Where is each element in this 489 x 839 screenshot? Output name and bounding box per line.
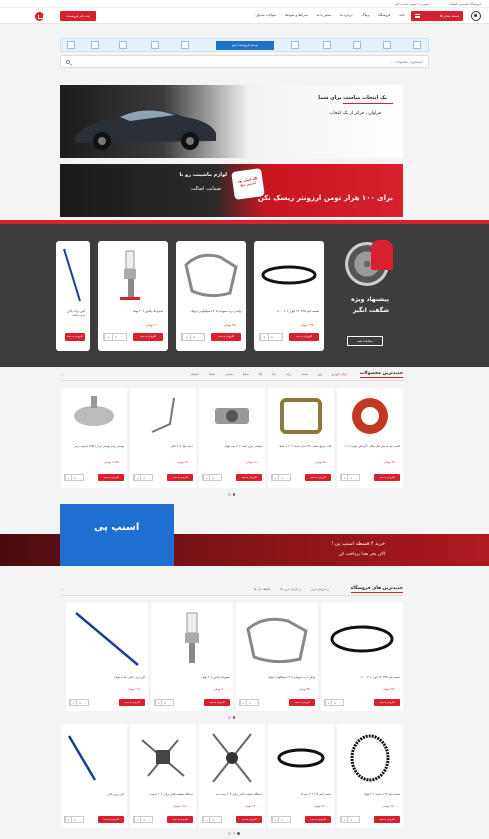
timing-belt-image: [258, 247, 320, 303]
tab-pride[interactable]: پراید: [285, 372, 292, 376]
brake-caliper-image: [371, 240, 393, 270]
qty-value[interactable]: 1: [190, 334, 198, 340]
add-to-cart-button[interactable]: افزودن به سبد: [289, 699, 315, 706]
part-icon: [291, 41, 299, 49]
qty-minus[interactable]: -: [79, 818, 81, 822]
product-name[interactable]: واشر درب سوپاپ ۴۰۵ (سیلیکونی) توتک: [190, 309, 241, 313]
add-to-cart-button[interactable]: افزودن به سبد: [98, 816, 124, 823]
qty-value[interactable]: 1: [161, 700, 167, 705]
qty-minus[interactable]: -: [254, 701, 256, 705]
add-to-cart-button[interactable]: افزودن به سبد: [167, 474, 193, 481]
qty-value[interactable]: 1: [347, 817, 353, 822]
product-price: ۱۲۸,۰۰۰ تومان: [127, 687, 145, 691]
quantity-stepper[interactable]: [69, 699, 89, 706]
originality-badge: اگه اصل بود اسپی بیچ: [231, 168, 265, 200]
add-to-cart-button[interactable]: افزودن به سبد: [305, 816, 331, 823]
product-name[interactable]: تسمه تایم ۱۴۰۲۳۵ اتو ژ ۲۰۶ ۱۱۰۰: [276, 309, 319, 313]
add-to-cart-button[interactable]: افزودن به سبد: [119, 699, 145, 706]
wiper-blade-image: [65, 730, 123, 786]
tab-samand[interactable]: سمند: [301, 372, 309, 376]
qty-value[interactable]: 1: [268, 334, 276, 340]
tab-saina[interactable]: ساینا: [208, 372, 216, 376]
product-price: ۲۹۷,۰۰۰ تومان: [382, 687, 400, 691]
quantity-stepper[interactable]: [133, 474, 153, 481]
originality-line2: ضمانت اصالت: [190, 186, 221, 192]
qty-plus[interactable]: +: [104, 334, 112, 340]
quantity-stepper[interactable]: [271, 474, 291, 481]
brake-booster-image: [65, 394, 123, 438]
qty-minus[interactable]: -: [169, 701, 171, 705]
carousel-dots[interactable]: [228, 716, 235, 719]
qty-minus[interactable]: -: [148, 476, 150, 480]
qty-plus[interactable]: +: [240, 700, 246, 705]
add-to-cart-button[interactable]: افزودن به سبد: [236, 816, 262, 823]
search-bar: [60, 55, 429, 68]
qty-value[interactable]: 1: [140, 817, 146, 822]
product-price: ۲۷۰,۰۰۰ تومان: [382, 804, 400, 808]
menu-item-blog[interactable]: وبلاگ: [361, 13, 369, 17]
add-to-cart-button[interactable]: افزودن به سبد: [211, 333, 241, 341]
valve-cover-gasket-image: [180, 247, 242, 303]
qty-plus[interactable]: +: [272, 475, 278, 480]
product-price: ۹۰,۰۰۰ تومان: [214, 687, 230, 691]
product-name[interactable]: تسمه تایم ۱۳۷ دندانه ۲۰۶ توتک: [363, 792, 400, 796]
top-strip-left-text: فروشگاه تخصصی قطعات: [448, 2, 481, 6]
qty-value[interactable]: 1: [140, 475, 146, 480]
product-card[interactable]: [56, 241, 90, 351]
quantity-stepper[interactable]: [340, 816, 360, 823]
quantity-stepper[interactable]: [133, 816, 153, 823]
product-name[interactable]: دستگاه شیشه بالابر برقی ۲۰۶ چپ دنده: [215, 792, 262, 796]
timing-belt-image: [341, 730, 399, 786]
product-name[interactable]: آنتن برف پاکن: [107, 792, 124, 796]
snapp-pay-line1: خرید ۴ قسطه اسنپ پی !: [331, 541, 385, 547]
offer-title: پیشنهاد ویژه: [351, 296, 389, 303]
qty-plus[interactable]: +: [70, 700, 76, 705]
menu-item-home[interactable]: خانه: [399, 13, 405, 17]
car-banner-line1: یک انتخاب مناسب برای شما: [318, 95, 387, 101]
add-to-cart-button[interactable]: افزودن به سبد: [374, 816, 400, 823]
site-logo-icon[interactable]: [471, 11, 481, 21]
qty-minus[interactable]: -: [148, 818, 150, 822]
search-input[interactable]: [83, 56, 423, 67]
product-name[interactable]: دسته پنگ ۴۰۵ لنگر: [170, 444, 193, 448]
qty-minus[interactable]: -: [355, 476, 357, 480]
carousel-dot[interactable]: [233, 716, 236, 719]
quantity-stepper[interactable]: [324, 699, 344, 706]
tab-chemicals[interactable]: شیمی: [225, 372, 233, 376]
special-offer-section: [0, 224, 489, 367]
product-card[interactable]: [199, 724, 265, 828]
qty-value[interactable]: 1: [347, 475, 353, 480]
wheel-cylinder-image: [203, 394, 261, 438]
tab-best-selling[interactable]: پر فروش ترین: [310, 587, 329, 591]
qty-value[interactable]: 1: [278, 817, 284, 822]
carousel-arrows[interactable]: ‹ ›: [60, 372, 65, 377]
add-to-cart-button[interactable]: افزودن به سبد: [374, 474, 400, 481]
product-name[interactable]: آنتن برف پاکن درب عقب: [67, 309, 85, 318]
product-name[interactable]: واشر درب سوپاپ ۴۰۵ (سیلیکونی) توتک: [267, 675, 315, 679]
qty-value[interactable]: 1: [331, 700, 337, 705]
product-name[interactable]: سیلندر چرخ عقب ۲۰۶ چپ توتک: [224, 444, 262, 448]
qty-minus[interactable]: -: [339, 701, 341, 705]
main-nav: [0, 8, 489, 24]
carousel-dot[interactable]: [233, 832, 236, 835]
originality-line1: لوازم ماشینت رو با: [179, 172, 227, 178]
part-icon: [323, 41, 331, 49]
product-price: ۲۴۰,۰۰۰ تومان: [244, 804, 262, 808]
search-icon[interactable]: [66, 60, 70, 64]
spark-plug-image: [155, 609, 229, 669]
add-to-cart-button[interactable]: افزودن به سبد: [65, 333, 85, 341]
product-card[interactable]: [151, 603, 233, 711]
dome-light-frame-image: [272, 394, 330, 438]
tab-discounted[interactable]: تخفیف دار ها: [254, 587, 271, 591]
menu-item-faq[interactable]: سوالات متداول: [255, 13, 277, 17]
originality-banner-main: برای ۱۰۰ هزار تومن ارزونتر ریسک نکن: [257, 194, 393, 202]
qty-plus[interactable]: +: [65, 475, 71, 480]
product-card[interactable]: [236, 603, 318, 711]
product-card[interactable]: [337, 724, 403, 828]
product-price: ۳۵,۰۰۰ تومان: [223, 323, 241, 327]
carousel-arrows[interactable]: ‹ ›: [60, 587, 65, 592]
spark-plug-image: [102, 247, 164, 303]
snapp-pay-logo: اسنپ پی: [94, 522, 140, 533]
carousel-dot[interactable]: [233, 493, 236, 496]
product-card[interactable]: [176, 241, 246, 351]
carousel-dot[interactable]: [228, 493, 231, 496]
timing-belt-image: [272, 730, 330, 786]
qty-plus[interactable]: +: [325, 700, 331, 705]
qty-plus[interactable]: +: [341, 475, 347, 480]
product-price: ۹۸,۰۰۰ تومان: [315, 460, 331, 464]
product-price: ۹۰,۰۰۰ تومان: [145, 323, 163, 327]
store-newest-title: جدیدترین های فروشگاه: [350, 586, 403, 591]
tab-kia[interactable]: کیا: [258, 372, 263, 376]
add-to-cart-button[interactable]: افزودن به سبد: [204, 699, 230, 706]
part-icon: [383, 41, 391, 49]
quantity-stepper[interactable]: [340, 474, 360, 481]
quantity-stepper[interactable]: [64, 474, 84, 481]
product-price: ۳۵,۰۰۰ تومان: [299, 687, 315, 691]
qty-value[interactable]: 1: [71, 475, 77, 480]
wiper-blade-image: [70, 609, 144, 669]
add-to-cart-button[interactable]: افزودن به سبد: [167, 816, 193, 823]
main-menu: [255, 13, 405, 17]
tab-saipa[interactable]: سایپا: [242, 372, 249, 376]
add-to-cart-button[interactable]: افزودن به سبد: [133, 333, 163, 341]
strip-banner-label: تو هم فروشنده شو: [216, 41, 274, 50]
qty-value[interactable]: 1: [209, 817, 215, 822]
product-name[interactable]: دستگاه شیشه بالابر برقی ۲۰۶ راست: [149, 792, 193, 796]
qty-plus[interactable]: +: [272, 817, 278, 822]
quantity-stepper[interactable]: [202, 474, 222, 481]
car-image: [70, 99, 220, 151]
cart-icon[interactable]: [35, 12, 44, 21]
qty-plus[interactable]: +: [155, 700, 161, 705]
product-name[interactable]: تسمه تایم ۱۴۰۲۳۵ اتو ژ ۲۰۶ ۱۱۰۰: [360, 675, 400, 679]
offer-subtitle: شگفت انگیز: [352, 307, 389, 314]
part-icon: [151, 41, 159, 49]
carousel-dots[interactable]: [228, 493, 235, 496]
gear-rod-image: [134, 394, 192, 438]
menu-item-shop[interactable]: فروشگاه: [377, 13, 391, 17]
product-price: ۱,۲۷۵,۰۰۰ تومان: [104, 460, 124, 464]
qty-plus[interactable]: +: [182, 334, 190, 340]
part-icon: [413, 41, 421, 49]
valve-cover-gasket-image: [240, 609, 314, 669]
latest-products-tabs: [190, 372, 347, 376]
qty-minus[interactable]: -: [278, 335, 280, 339]
qty-value[interactable]: 1: [71, 817, 77, 822]
qty-plus[interactable]: +: [134, 817, 140, 822]
store-newest-header: [60, 586, 403, 596]
product-card[interactable]: [130, 388, 196, 488]
product-card[interactable]: [61, 388, 127, 488]
carousel-dots[interactable]: [228, 832, 240, 835]
car-banner[interactable]: [60, 85, 403, 158]
qty-plus[interactable]: +: [341, 817, 347, 822]
product-card[interactable]: [321, 603, 403, 711]
qty-minus[interactable]: -: [355, 818, 357, 822]
qty-value[interactable]: 1: [209, 475, 215, 480]
snapp-pay-logo-box[interactable]: [60, 504, 174, 566]
tab-iran-khodro[interactable]: ایران خودرو: [332, 372, 347, 376]
add-to-cart-button[interactable]: افزودن به سبد: [374, 699, 400, 706]
product-name[interactable]: تسمه تایم ۱۳۷ ۲۰۶ تیپ ۵: [300, 792, 331, 796]
snapp-pay-line2: الان بخر بعدا پرداخت کن: [338, 552, 385, 557]
menu-item-terms[interactable]: شرایط و ضوابط: [285, 13, 308, 17]
top-strip-right-text[interactable]: سوپری | تسویه حساب کنید: [394, 2, 429, 6]
qty-value[interactable]: 1: [112, 334, 120, 340]
tab-peugeot[interactable]: پژو: [318, 372, 323, 376]
quantity-stepper[interactable]: [271, 816, 291, 823]
carousel-dot[interactable]: [237, 832, 240, 835]
qty-minus[interactable]: -: [217, 476, 219, 480]
add-to-cart-button[interactable]: افزودن به سبد: [236, 474, 262, 481]
oil-seal-image: [341, 394, 399, 438]
product-card[interactable]: [61, 724, 127, 828]
product-card[interactable]: [337, 388, 403, 488]
originality-banner[interactable]: [60, 164, 403, 217]
timing-belt-image: [325, 609, 399, 669]
product-name[interactable]: آنتن برف پاکن راننده توتک: [114, 675, 145, 679]
qty-plus[interactable]: +: [203, 475, 209, 480]
quantity-stepper[interactable]: [64, 816, 84, 823]
seller-register-button[interactable]: ثبت نام فروشنده: [60, 11, 96, 21]
qty-plus[interactable]: +: [203, 817, 209, 822]
tab-tiba[interactable]: تیبا: [272, 372, 276, 376]
product-price: ۲۷,۰۰۰ تومان: [177, 460, 193, 464]
product-card[interactable]: [254, 241, 324, 351]
product-name[interactable]: بوستر ترمز بوستر ترمز (۳۵۲) با پمپ ترمز: [74, 444, 124, 448]
product-price: ۱۸,۰۰۰ تومان: [246, 460, 262, 464]
quantity-stepper[interactable]: [103, 333, 127, 341]
part-icon: [181, 41, 189, 49]
qty-minus[interactable]: -: [286, 476, 288, 480]
quantity-stepper[interactable]: [181, 333, 205, 341]
product-price: ۴۷,۰۰۰ تومان: [384, 460, 400, 464]
view-all-button[interactable]: مشاهده همه: [347, 336, 383, 346]
part-icon: [91, 41, 99, 49]
carousel-dot[interactable]: [228, 832, 231, 835]
store-newest-tabs: [254, 587, 329, 591]
qty-value[interactable]: 1: [246, 700, 252, 705]
window-regulator-image: [134, 730, 192, 786]
qty-plus[interactable]: +: [260, 334, 268, 340]
part-icon: [119, 41, 127, 49]
qty-minus[interactable]: -: [122, 335, 124, 339]
product-name[interactable]: شمع تک پلاتین ۲۰۶ توتک: [201, 675, 230, 679]
car-banner-divider: [343, 103, 393, 104]
qty-minus[interactable]: -: [79, 476, 81, 480]
tab-most-viewed[interactable]: پر بازدید ترین ها: [280, 587, 301, 591]
categories-button-label: دسته بندی ها: [439, 14, 459, 18]
qty-plus[interactable]: +: [134, 475, 140, 480]
qty-value[interactable]: 1: [278, 475, 284, 480]
car-banner-line2: فراوان ، فراتر از یک انتخاب: [329, 111, 381, 116]
categories-button[interactable]: [411, 11, 463, 21]
window-regulator-image: [203, 730, 261, 786]
product-card[interactable]: [199, 388, 265, 488]
qty-minus[interactable]: -: [217, 818, 219, 822]
add-to-cart-button[interactable]: افزودن به سبد: [305, 474, 331, 481]
product-card[interactable]: [268, 388, 334, 488]
product-price: ۱,۲۸۰,۰۰۰ تومان: [173, 804, 193, 808]
qty-value[interactable]: 1: [76, 700, 82, 705]
qty-minus[interactable]: -: [84, 701, 86, 705]
menu-icon: [415, 14, 420, 18]
product-card[interactable]: [130, 724, 196, 828]
seller-strip-banner[interactable]: [60, 38, 429, 52]
qty-minus[interactable]: -: [286, 818, 288, 822]
product-name[interactable]: کاسه نمد ته میل لنگ پیکان (گردیش تیوپ) ۲۰۶: [345, 444, 400, 448]
qty-minus[interactable]: -: [200, 335, 202, 339]
quantity-stepper[interactable]: [239, 699, 259, 706]
product-card[interactable]: [98, 241, 168, 351]
add-to-cart-button[interactable]: افزودن به سبد: [289, 333, 319, 341]
wiper-blade-image: [60, 247, 86, 303]
part-icon: [353, 41, 361, 49]
product-card[interactable]: [66, 603, 148, 711]
top-strip: [0, 0, 489, 8]
quantity-stepper[interactable]: [154, 699, 174, 706]
product-name[interactable]: شمع تک پلاتین ۲۰۶ توتک: [132, 309, 163, 313]
tab-misc[interactable]: متفرقه: [190, 372, 199, 376]
add-to-cart-button[interactable]: افزودن به سبد: [98, 474, 124, 481]
menu-item-contact[interactable]: تماس با ما: [316, 13, 332, 17]
product-price: ۲۸۰,۰۰۰ تومان: [313, 804, 331, 808]
part-icon: [67, 41, 75, 49]
product-card[interactable]: [268, 724, 334, 828]
menu-item-about[interactable]: درباره ما: [340, 13, 353, 17]
latest-products-header: [60, 371, 403, 381]
quantity-stepper[interactable]: [202, 816, 222, 823]
product-name[interactable]: قاب چراغ سقف (۳۲ مدل جدید) ۲۰۶ ته تسلا: [279, 444, 331, 448]
carousel-dot[interactable]: [228, 716, 231, 719]
latest-products-title: جدیدترین محصولات: [359, 371, 403, 376]
quantity-stepper[interactable]: [259, 333, 283, 341]
qty-plus[interactable]: +: [65, 817, 71, 822]
product-price: ۲۹۷,۰۰۰ تومان: [300, 323, 319, 327]
